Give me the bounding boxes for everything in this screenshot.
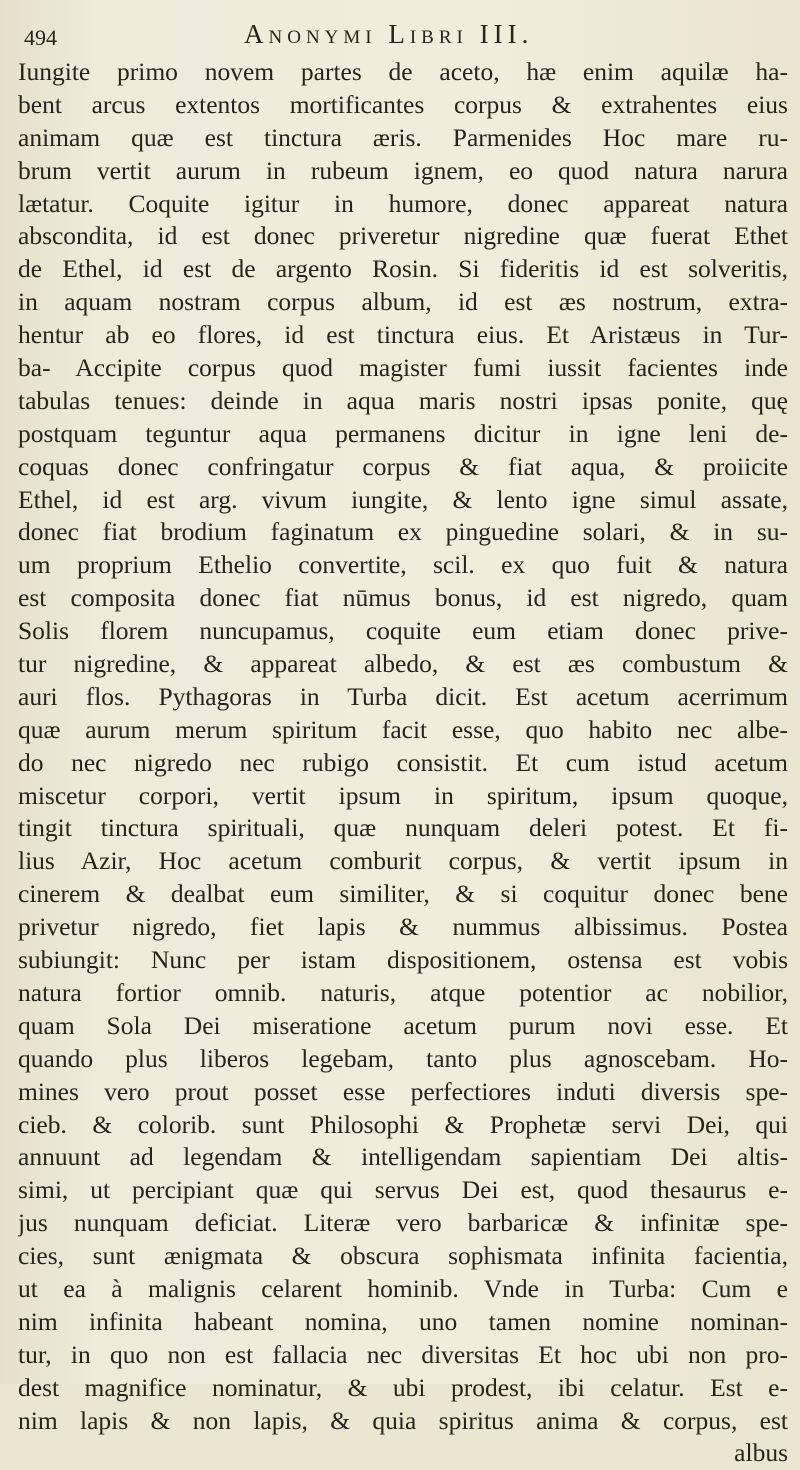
text-line: bent arcus extentos mortificantes corpus & extrahentes eius [18, 89, 788, 119]
text-line: cieb. & colorib. sunt Philosophi & Prophetæ servi Dei, qui [18, 1109, 788, 1139]
text-line: quæ aurum merum spiritum facit esse, quo habito nec albe- [18, 714, 788, 744]
text-line: in aquam nostram corpus album, id est æs nostrum, extra- [18, 287, 788, 317]
text-line: cinerem & dealbat eum similiter, & si coquitur donec bene [18, 879, 788, 909]
page-body-text [18, 56, 788, 1470]
text-line: jus nunquam deficiat. Literæ vero barbaricæ & infinitæ spe- [18, 1208, 788, 1238]
text-line: nim infinita habeant nomina, uno tamen nomine nominan- [18, 1306, 788, 1336]
page-number: 494 [24, 25, 57, 50]
text-line: hentur ab eo flores, id est tinctura eius. Et Aristæus in Tur- [18, 320, 788, 350]
text-line: um proprium Ethelio convertite, scil. ex quo fuit & natura [18, 550, 788, 580]
text-line: simi, ut percipiant quæ qui servus Dei est, quod thesaurus e- [18, 1175, 788, 1205]
text-line: cies, sunt ænigmata & obscura sophismata infinita facientia, [18, 1241, 788, 1271]
text-line: privetur nigredo, fiet lapis & nummus albissimus. Postea [18, 912, 788, 942]
text-line: Ethel, id est arg. vivum iungite, & lento igne simul assate, [18, 484, 788, 514]
text-line: animam quæ est tinctura æris. Parmenides Hoc mare ru- [18, 122, 788, 152]
text-line: auri flos. Pythagoras in Turba dicit. Est acetum acerrimum [18, 681, 788, 711]
text-line: brum vertit aurum in rubeum ignem, eo quod natura narura [18, 155, 788, 185]
text-line: natura fortior omnib. naturis, atque potentior ac nobilior, [18, 977, 788, 1007]
text-line: dest magnifice nominatur, & ubi prodest, ibi celatur. Est e- [18, 1372, 788, 1402]
text-line: tur nigredine, & appareat albedo, & est æs combustum & [18, 649, 788, 679]
page-header [18, 14, 770, 54]
text-line: donec fiat brodium faginatum ex pinguedine solari, & in su- [18, 517, 788, 547]
text-line: do nec nigredo nec rubigo consistit. Et cum istud acetum [18, 747, 788, 777]
text-line: ba- Accipite corpus quod magister fumi iussit facientes inde [18, 353, 788, 383]
text-line: coquas donec confringatur corpus & fiat aqua, & proiicite [18, 451, 788, 481]
text-line: tingit tinctura spirituali, quæ nunquam deleri potest. Et fi- [18, 813, 788, 843]
text-line: miscetur corpori, vertit ipsum in spiritum, ipsum quoque, [18, 780, 788, 810]
running-title: Anonymi Libri III. [244, 19, 534, 49]
text-line: postquam teguntur aqua permanens dicitur in igne leni de- [18, 418, 788, 448]
text-line: ut ea à malignis celarent hominib. Vnde in Turba: Cum e [18, 1273, 788, 1303]
text-line: quando plus liberos legebam, tanto plus agnoscebam. Ho- [18, 1043, 788, 1073]
text-line: annuunt ad legendam & intelligendam sapientiam Dei altis- [18, 1142, 788, 1172]
text-line: tur, in quo non est fallacia nec diversitas Et hoc ubi non pro- [18, 1339, 788, 1369]
text-line: nim lapis & non lapis, & quia spiritus anima & corpus, est [18, 1405, 788, 1435]
text-line: subiungit: Nunc per istam dispositionem, ostensa est vobis [18, 945, 788, 975]
text-line: lætatur. Coquite igitur in humore, donec appareat natura [18, 188, 788, 218]
text-line: lius Azir, Hoc acetum comburit corpus, & vertit ipsum in [18, 846, 788, 876]
text-line: abscondita, id est donec priveretur nigredine quæ fuerat Ethet [18, 221, 788, 251]
text-line: est composita donec fiat nūmus bonus, id est nigredo, quam [18, 583, 788, 613]
text-line: quam Sola Dei miseratione acetum purum novi esse. Et [18, 1010, 788, 1040]
text-line: albus [734, 1438, 788, 1468]
text-line: de Ethel, id est de argento Rosin. Si fideritis id est solveritis, [18, 254, 788, 284]
text-line: Iungite primo novem partes de aceto, hæ enim aquilæ ha- [18, 57, 788, 86]
text-line: tabulas tenues: deinde in aqua maris nostri ipsas ponite, quę [18, 385, 788, 415]
text-line: Solis florem nuncupamus, coquite eum etiam donec prive- [18, 616, 788, 646]
text-line: mines vero prout posset esse perfectiores induti diversis spe- [18, 1076, 788, 1106]
